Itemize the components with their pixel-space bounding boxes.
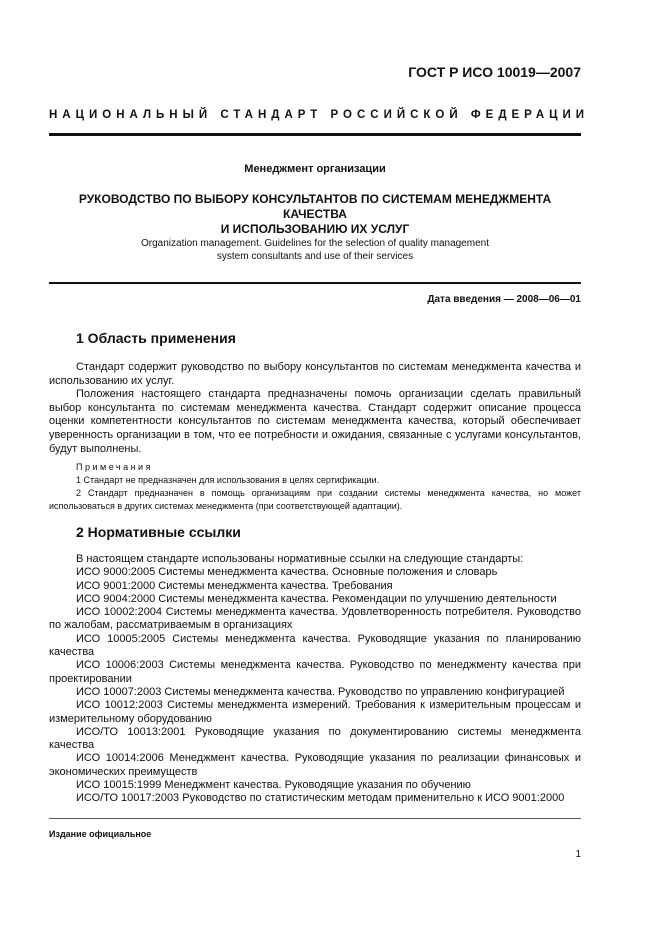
english-title-line-2: system consultants and use of their services: [216, 251, 414, 262]
english-title: [49, 237, 581, 263]
reference-item: ИСО 10006:2003 Системы менеджмента качества. Руководство по менеджменту качества при проектировании: [49, 659, 581, 685]
title-divider: [49, 282, 581, 284]
section-2-heading: 2 Нормативные ссылки: [76, 524, 241, 540]
subject-title: Менеджмент организации: [244, 163, 386, 175]
page-number: 1: [575, 849, 581, 860]
main-title-line-2: И ИСПОЛЬЗОВАНИЮ ИХ УСЛУГ: [220, 222, 410, 236]
normative-references: [49, 553, 581, 806]
reference-item: ИСО 10007:2003 Системы менеджмента качества. Руководство по управлению конфигурацией: [76, 685, 565, 698]
reference-item: ИСО/ТО 10013:2001 Руководящие указания по документированию системы менеджмента качества: [49, 725, 581, 752]
footer-divider: [49, 818, 581, 819]
section-1-paragraph-2: Положения настоящего стандарта предназначены помочь организации сделать правильный выбор консультанта по системам менеджмента качества. Стандарт содержит описание процесса оценки компетентности консультантов по системам менеджмента качества, который обеспечивает уверенность организации в том, что ее потребности и ожидания, связанные с услугами консультантов, будут выполнены.: [49, 388, 581, 455]
reference-item: ИСО 9001:2000 Системы менеджмента качества. Требования: [76, 579, 393, 592]
header-divider: [49, 133, 581, 136]
section-1-notes: [49, 461, 581, 513]
notes-heading: Примечания: [76, 462, 153, 472]
reference-item: ИСО 10002:2004 Системы менеджмента качества. Удовлетворенность потребителя. Руководство по жалобам, рассматриваемым в организациях: [49, 606, 581, 632]
note-2: 2 Стандарт предназначен в помощь организациям при создании системы менеджмента качества, но может использоваться в других системах менеджмента (при соответствующей адаптации).: [49, 488, 581, 511]
reference-item: ИСО 10005:2005 Системы менеджмента качества. Руководящие указания по планированию качества: [49, 632, 581, 659]
reference-item: ИСО 10015:1999 Менеджмент качества. Руководящие указания по обучению: [76, 779, 471, 792]
note-1: 1 Стандарт не предназначен для использования в целях сертификации.: [76, 475, 380, 485]
section-1-body: [49, 361, 581, 456]
english-title-line-1: Organization management. Guidelines for the selection of quality management: [141, 238, 489, 249]
references-intro: В настоящем стандарте использованы нормативные ссылки на следующие стандарты:: [76, 553, 524, 565]
section-1-heading: 1 Область применения: [76, 330, 236, 346]
reference-item: ИСО 10012:2003 Системы менеджмента измерений. Требования к измерительным процессам и измерительному оборудованию: [49, 699, 581, 725]
reference-item: ИСО/ТО 10017:2003 Руководство по статистическим методам применительно к ИСО 9001:2000: [76, 792, 565, 805]
reference-item: ИСО 10014:2006 Менеджмент качества. Руководящие указания по реализации финансовых и экономических преимуществ: [49, 752, 581, 778]
edition-label: Издание официальное: [49, 829, 152, 839]
main-title: [49, 192, 581, 237]
section-1-paragraph-1: Стандарт содержит руководство по выбору консультантов по системам менеджмента качества и использованию их услуг.: [49, 361, 581, 387]
reference-item: ИСО 9000:2005 Системы менеджмента качества. Основные положения и словарь: [76, 566, 498, 579]
reference-item: ИСО 9004:2000 Системы менеджмента качества. Рекомендации по улучшению деятельности: [76, 592, 557, 605]
document-code: ГОСТ Р ИСО 10019—2007: [408, 64, 581, 80]
introduction-date: Дата введения — 2008—06—01: [427, 294, 581, 305]
national-standard-heading: НАЦИОНАЛЬНЫЙ СТАНДАРТ РОССИЙСКОЙ ФЕДЕРАЦИИ: [49, 109, 590, 121]
main-title-line-1: РУКОВОДСТВО ПО ВЫБОРУ КОНСУЛЬТАНТОВ ПО СИСТЕМАМ МЕНЕДЖМЕНТА КАЧЕСТВА: [78, 192, 552, 221]
